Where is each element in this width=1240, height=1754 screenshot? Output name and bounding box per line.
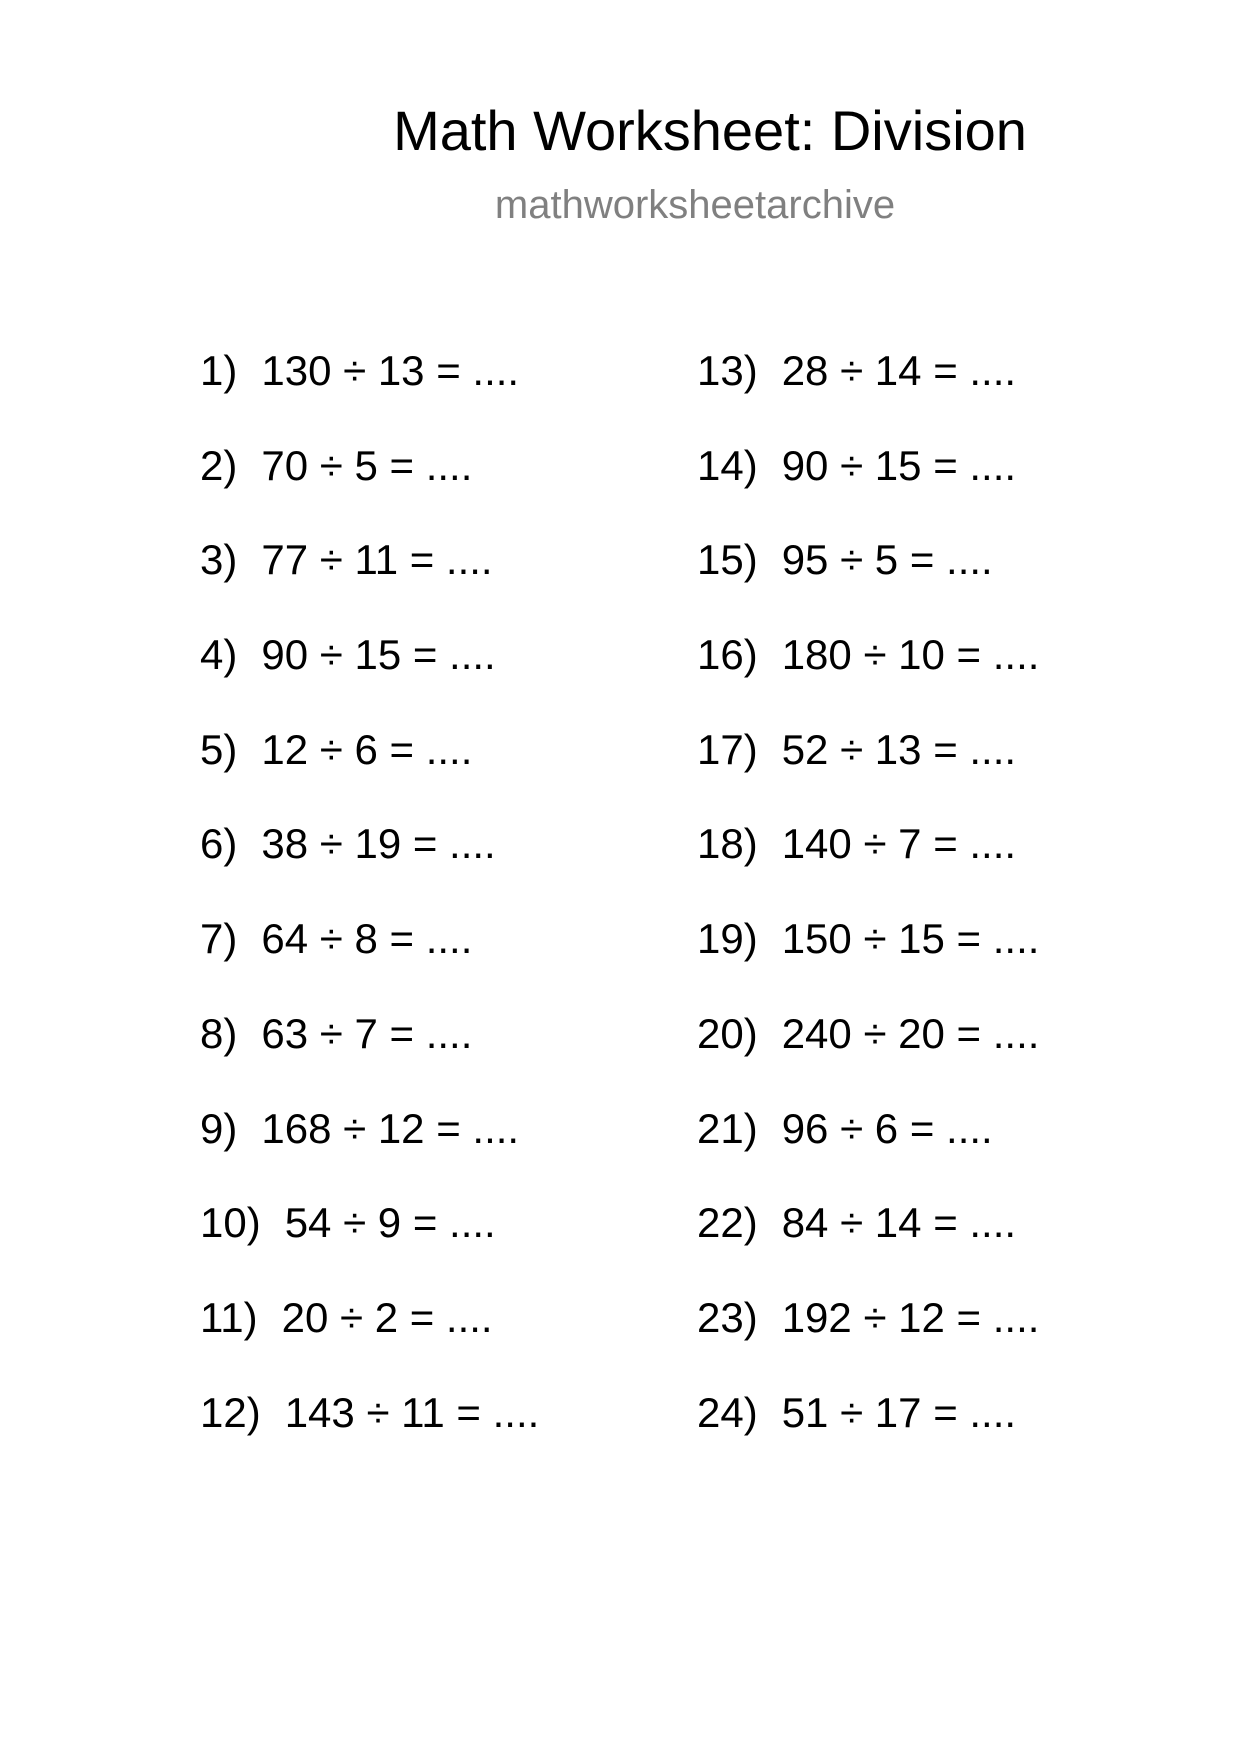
- problem-expression: 180 ÷ 10 = ....: [781, 631, 1040, 679]
- problem-10: [200, 1197, 539, 1292]
- problem-12: [200, 1387, 539, 1482]
- problem-number: 3): [200, 536, 238, 584]
- problem-number: 20): [697, 1009, 758, 1057]
- problem-11: [200, 1292, 539, 1387]
- problem-expression: 12 ÷ 6 = ....: [261, 725, 473, 773]
- problem-17: [697, 724, 1039, 819]
- problem-14: [697, 440, 1039, 535]
- problem-number: 19): [697, 915, 758, 963]
- problem-number: 18): [697, 820, 758, 868]
- problem-expression: 28 ÷ 14 = ....: [781, 347, 1017, 394]
- problems-column-right: [697, 345, 1039, 1481]
- problem-15: [697, 534, 1039, 629]
- problem-number: 24): [697, 1388, 758, 1436]
- worksheet-subtitle: mathworksheetarchive: [494, 183, 896, 227]
- problem-expression: 95 ÷ 5 = ....: [781, 536, 993, 584]
- problem-expression: 64 ÷ 8 = ....: [261, 915, 473, 963]
- problem-number: 21): [697, 1104, 758, 1152]
- problem-number: 16): [697, 631, 758, 679]
- problem-number: 5): [200, 725, 238, 773]
- problem-number: 15): [697, 536, 758, 584]
- problem-5: [200, 724, 539, 819]
- problem-expression: 63 ÷ 7 = ....: [261, 1009, 473, 1057]
- problem-expression: 96 ÷ 6 = ....: [781, 1104, 993, 1152]
- problem-expression: 38 ÷ 19 = ....: [261, 820, 496, 868]
- problem-expression: 52 ÷ 13 = ....: [781, 725, 1017, 773]
- problem-number: 14): [697, 441, 758, 489]
- problem-1: [200, 345, 539, 440]
- problem-expression: 143 ÷ 11 = ....: [284, 1388, 540, 1436]
- problem-20: [697, 1008, 1039, 1103]
- problem-number: 11): [200, 1293, 258, 1341]
- problem-number: 8): [200, 1009, 238, 1057]
- problem-number: 6): [200, 820, 238, 868]
- problem-expression: 90 ÷ 15 = ....: [261, 631, 496, 679]
- problem-22: [697, 1197, 1039, 1292]
- problem-3: [200, 534, 539, 629]
- problem-number: 7): [200, 915, 238, 963]
- problem-number: 9): [200, 1104, 238, 1152]
- problem-6: [200, 818, 539, 913]
- problem-expression: 54 ÷ 9 = ....: [284, 1199, 496, 1247]
- problem-4: [200, 629, 539, 724]
- problem-number: 10): [200, 1199, 261, 1247]
- problem-number: 13): [697, 347, 758, 394]
- problem-expression: 140 ÷ 7 = ....: [781, 820, 1017, 868]
- problem-9: [200, 1103, 539, 1198]
- problem-19: [697, 913, 1039, 1008]
- problem-expression: 51 ÷ 17 = ....: [781, 1388, 1017, 1436]
- problem-24: [697, 1387, 1039, 1482]
- worksheet-title: Math Worksheet: Division: [393, 99, 1027, 162]
- problem-expression: 192 ÷ 12 = ....: [781, 1293, 1040, 1341]
- problem-expression: 168 ÷ 12 = ....: [261, 1104, 520, 1152]
- problem-number: 17): [697, 725, 758, 773]
- problem-21: [697, 1103, 1039, 1198]
- problem-number: 23): [697, 1293, 758, 1341]
- problem-18: [697, 818, 1039, 913]
- problem-expression: 84 ÷ 14 = ....: [781, 1199, 1017, 1247]
- problem-expression: 90 ÷ 15 = ....: [781, 441, 1017, 489]
- problem-expression: 150 ÷ 15 = ....: [781, 915, 1040, 963]
- problem-number: 1): [200, 347, 238, 394]
- problem-number: 12): [200, 1388, 261, 1436]
- problem-expression: 130 ÷ 13 = ....: [261, 347, 520, 394]
- problem-number: 4): [200, 631, 238, 679]
- problem-expression: 70 ÷ 5 = ....: [261, 441, 473, 489]
- problems-column-left: [200, 345, 539, 1481]
- problem-expression: 77 ÷ 11 = ....: [261, 536, 493, 584]
- problem-number: 22): [697, 1199, 758, 1247]
- problem-2: [200, 440, 539, 535]
- problem-13: [697, 345, 1039, 440]
- problem-expression: 240 ÷ 20 = ....: [781, 1009, 1040, 1057]
- problem-23: [697, 1292, 1039, 1387]
- problem-8: [200, 1008, 539, 1103]
- problem-expression: 20 ÷ 2 = ....: [281, 1293, 493, 1341]
- problem-16: [697, 629, 1039, 724]
- problem-number: 2): [200, 441, 238, 489]
- problem-7: [200, 913, 539, 1008]
